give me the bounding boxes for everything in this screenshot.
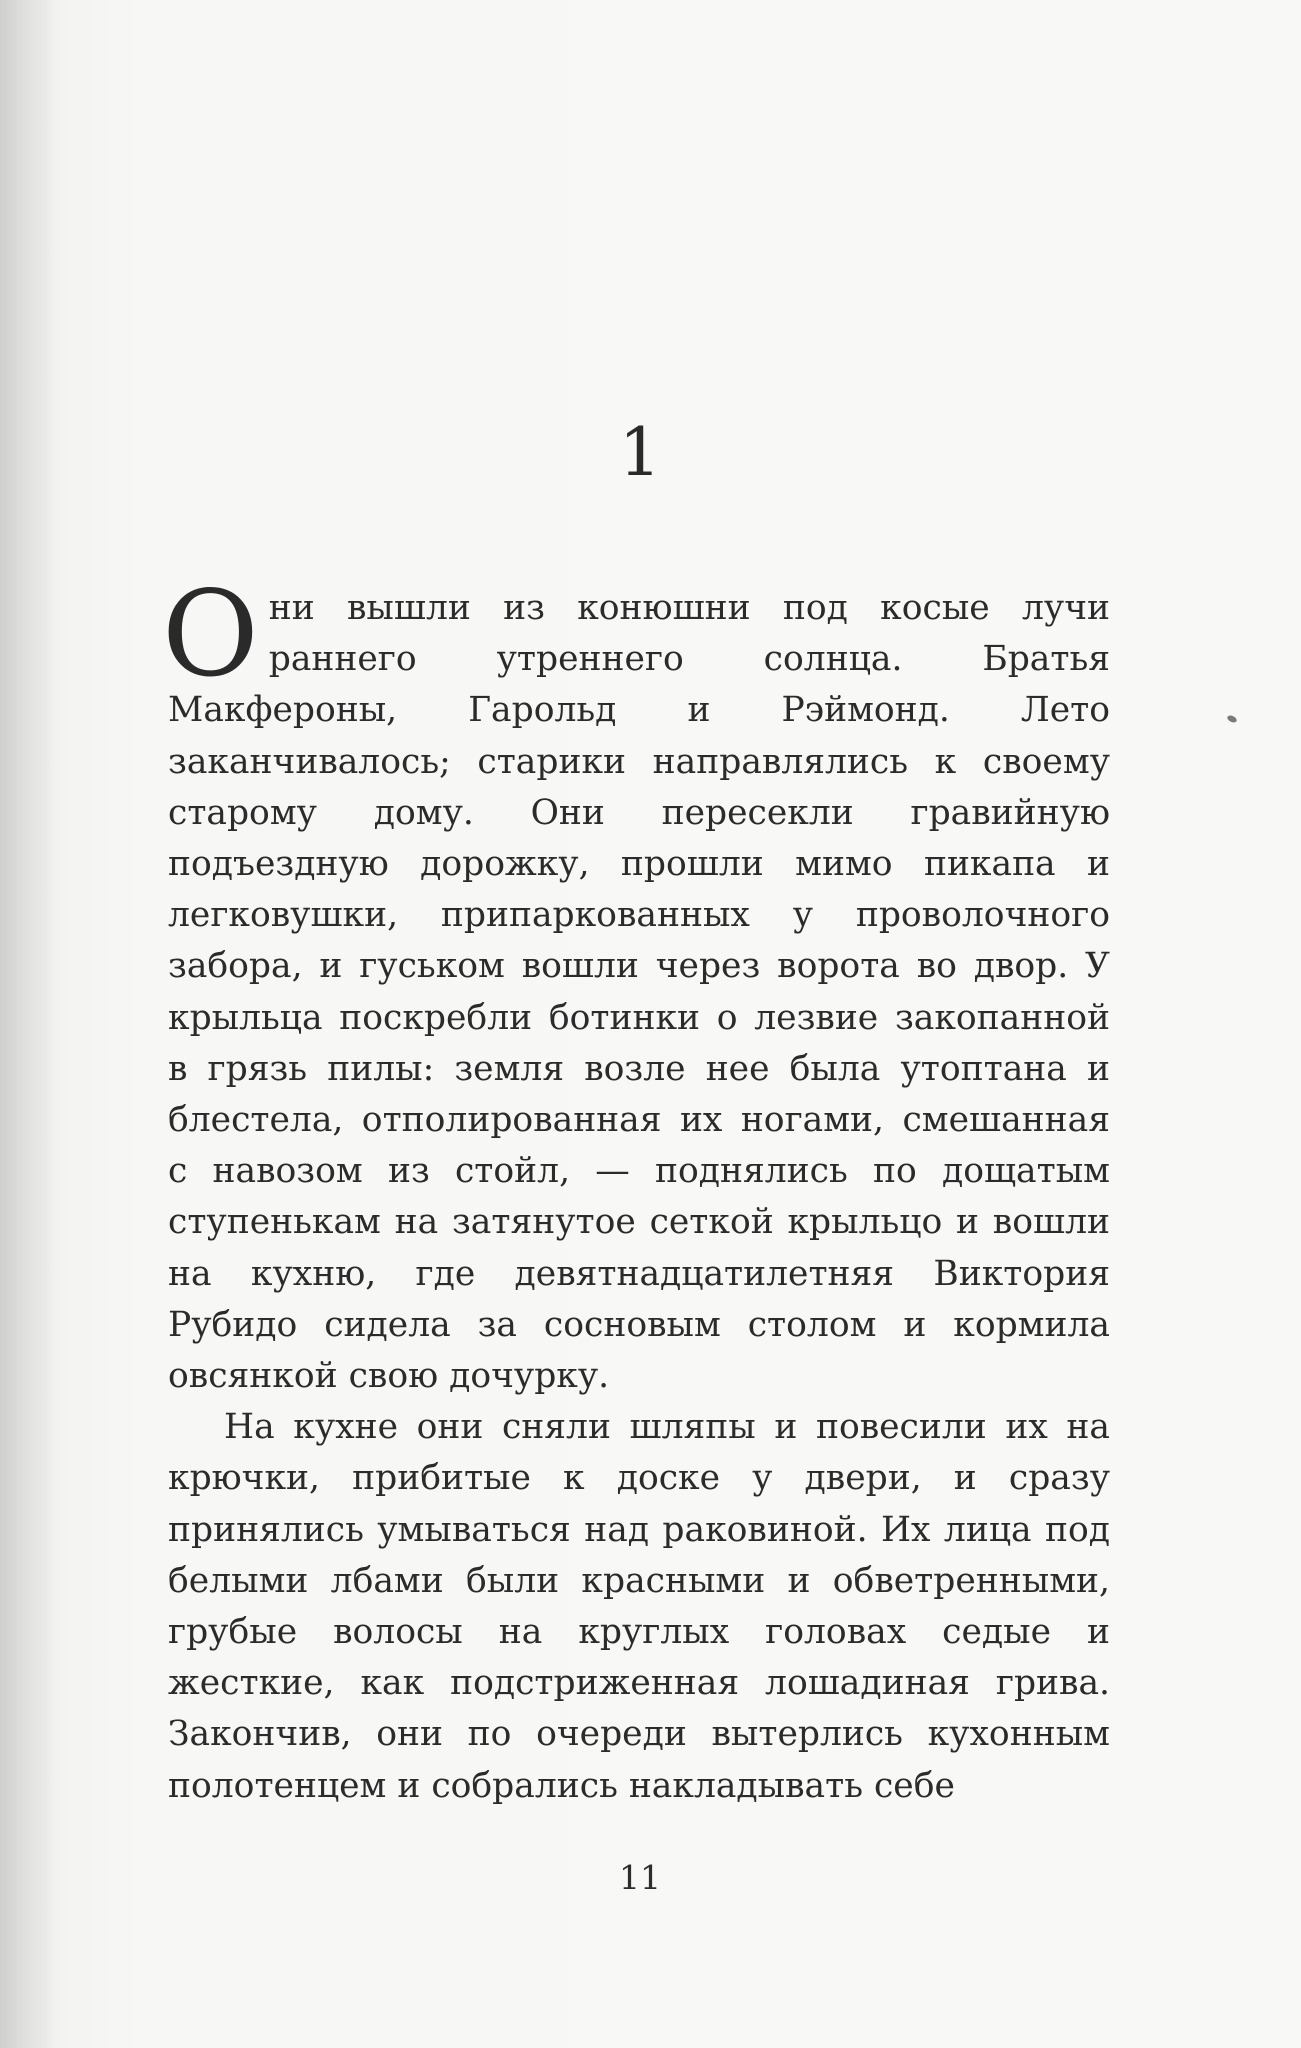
page-mark — [1226, 714, 1238, 724]
paragraph-2: На кухне они сняли шляпы и повесили их на крючки, прибитые к доске у двери, и сразу принялись умываться над раковиной. Их лица под белыми лбами были красными и обветренными, грубые волосы на круглых головах седые и жесткие, как подстриженная лошадиная грива. Закончив, они по очереди вытерлись кухонным полотенцем и собрались накладывать себе — [168, 1407, 1110, 1806]
page-number: 11 — [619, 1858, 661, 1897]
book-spine-shadow — [0, 0, 54, 2048]
chapter-text — [162, 565, 1110, 1812]
drop-cap: О — [162, 565, 259, 703]
paragraph-1-text: ни вышли из конюшни под косые лучи раннего утреннего солнца. Братья Макфероны, Гарольд и Рэймонд. Лето заканчивалось; старики направлялись к своему старому дому. Они пересекли гравийную подъездную дорожку, прошли мимо пикапа и легковушки, припаркованных у проволочного забора, и гуськом вошли через ворота во двор. У крыльца поскребли ботинки о лезвие закопанной в грязь пилы: земля возле нее была утоптана и блестела, отполированная их ногами, смешанная с навозом из стойл, — поднялись по дощатым ступенькам на затянутое сеткой крыльцо и вошли на кухню, где девятнадцатилетняя Виктория Рубидо сидела за сосновым столом и кормила овсянкой свою дочурку. — [168, 588, 1110, 1397]
paragraph-1 — [162, 565, 1110, 1402]
chapter-number: 1 — [619, 414, 661, 491]
